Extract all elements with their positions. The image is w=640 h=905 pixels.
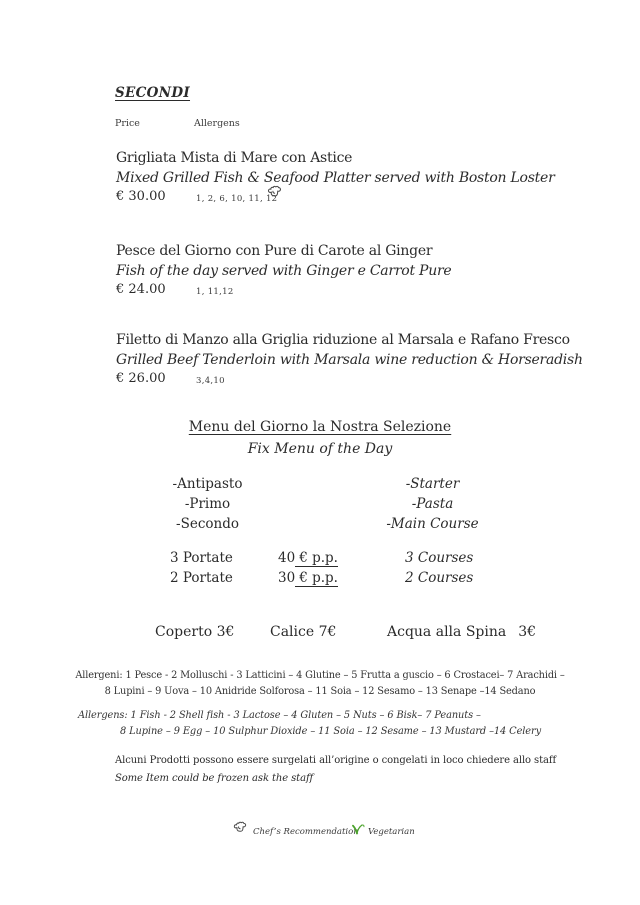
dish-price: € 30.00 [116,189,166,204]
frozen-note-english: Some Item could be frozen ask the staff [115,773,314,784]
allergens-column-header: Allergens [194,118,240,129]
courses-list-english [330,474,535,534]
allergen-legend-english-line2: 8 Lupine – 9 Egg – 10 Sulphur Dioxide – 11 Soia – 12 Sesame – 13 Mustard –14 Celery [120,726,542,737]
course-item: -Primo [184,496,231,512]
courses-list-italian [100,474,315,534]
tap-water-label: Acqua alla Spina [387,624,507,640]
price-column-header: Price [115,118,140,129]
tap-water-price [387,624,536,640]
dish-name-italian: Filetto di Manzo alla Griglia riduzione al Marsala e Rafano Fresco [116,332,570,348]
dish-name-italian: Pesce del Giorno con Pure di Carote al Ginger [116,243,433,259]
dish-allergen-numbers: 3,4,10 [196,376,225,386]
dish-item [116,330,586,390]
section-title: SECONDI [115,85,191,101]
chef-recommendation-icon [232,820,249,836]
cover-charge: Coperto 3€ [155,624,235,640]
wine-glass-price: Calice 7€ [270,624,337,640]
price-number: 40 [278,550,296,566]
fix-menu-pricing-row [0,550,640,568]
dish-allergen-numbers: 1, 2, 6, 10, 11, 12 [196,194,278,204]
dish-name-italian: Grigliata Mista di Mare con Astice [116,150,353,166]
fix-menu-price [278,570,338,586]
vegetarian-icon [351,823,365,836]
allergen-line: Allergeni: 1 Pesce - 2 Molluschi - 3 Latticini – 4 Glutine – 5 Frutta a guscio – 6 Crostacei– 7 Arachidi – [75,670,565,681]
dish-item [116,241,586,301]
tap-water-amount: 3€ [518,624,537,640]
dish-name-english: Grilled Beef Tenderloin with Marsala wine reduction & Horseradish [116,352,583,368]
courses-count-italian: 2 Portate [170,570,233,586]
chef-recommendation-label: Chef’s Recommendation [253,827,359,837]
fix-menu-price [278,550,338,566]
price-unit: € p.p. [295,570,338,587]
dish-name-english: Fish of the day served with Ginger e Carrot Pure [116,263,452,279]
vegetarian-label: Vegetarian [368,827,415,837]
dish-item [116,148,586,208]
price-number: 30 [278,570,296,586]
fix-menu-pricing-row [0,570,640,588]
fix-menu-title-english: Fix Menu of the Day [247,441,393,457]
extras-row [0,624,640,644]
course-item: -Pasta [411,496,454,512]
courses-count-english: 3 Courses [405,550,474,566]
allergen-line: 8 Lupini – 9 Uova – 10 Anidride Solforosa – 11 Soia – 12 Sesamo – 13 Senape –14 Sedano [104,686,536,697]
dish-meta-row [116,283,586,301]
course-item: -Antipasto [172,476,243,492]
allergen-legend-italian [0,668,640,700]
dish-meta-row [116,372,586,390]
allergen-legend-english-line1: Allergens: 1 Fish - 2 Shell fish - 3 Lactose – 4 Gluten – 5 Nuts – 6 Bisk– 7 Peanuts – [78,710,481,721]
courses-count-english: 2 Courses [405,570,474,586]
dish-allergen-numbers: 1, 11,12 [196,287,234,297]
frozen-note-italian: Alcuni Prodotti possono essere surgelati all’origine o congelati in loco chiedere allo staff [115,755,557,766]
dish-name-english: Mixed Grilled Fish & Seafood Platter served with Boston Loster [116,170,555,186]
dish-meta-row [116,190,586,208]
chef-recommendation-icon [266,184,284,201]
dish-price: € 26.00 [116,371,166,386]
course-item: -Starter [405,476,460,492]
fix-menu-heading [0,416,640,460]
course-item: -Main Course [386,516,479,532]
fix-menu-title-italian: Menu del Giorno la Nostra Selezione [188,419,452,435]
courses-count-italian: 3 Portate [170,550,233,566]
course-item: -Secondo [176,516,239,532]
dish-price: € 24.00 [116,282,166,297]
price-unit: € p.p. [295,550,338,567]
